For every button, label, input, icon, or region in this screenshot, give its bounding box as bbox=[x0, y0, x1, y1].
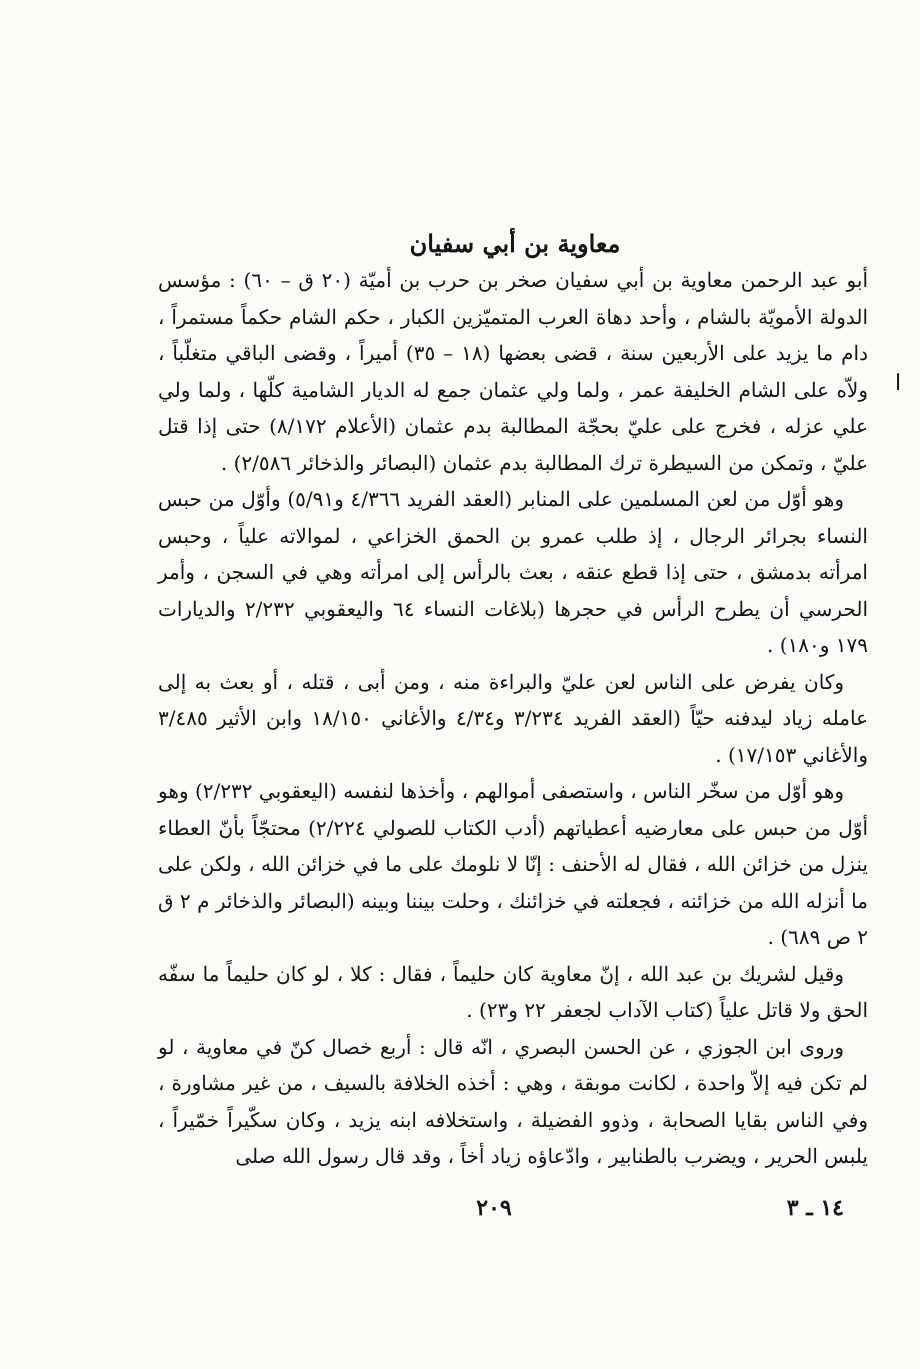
margin-mark: ا bbox=[894, 371, 902, 396]
paragraph-wealth-and-stipends: وهو أوّل من سخّر الناس ، واستصفى أموالهم ، وأخذها لنفسه (اليعقوبي ٢/٢٣٢) وهو أوّل من حبس على معارضيه أعطياتهم (أدب الكتاب للصولي ٢/٢٢٤) محتجّاً بأنّ العطاء ينزل من خزائن الله ، فقال له الأحنف : إنّا لا نلومك على ما في خزائن الله ، ولكن على ما أنزله الله من خزائنه ، فجعلته في خزائنك ، وحلت بيننا وبينه (البصائر والذخائر م ٢ ق ٢ ص ٦٨٩) . bbox=[158, 779, 868, 949]
page-title: معاوية بن أبي سفيان bbox=[409, 229, 621, 258]
paragraph-sharik-quote: وقيل لشريك بن عبد الله ، إنّ معاوية كان حليماً ، فقال : كلا ، لو كان حليماً ما سفّه الحق ولا قاتل علياً (كتاب الآداب لجعفر ٢٢ و٢٣) . bbox=[158, 961, 868, 1022]
signature-mark: ١٤ ـ ٣ bbox=[786, 1195, 844, 1221]
page-footer bbox=[0, 1191, 920, 1225]
page-number: ٢٠٩ bbox=[476, 1195, 512, 1221]
paragraph-biography: أبو عبد الرحمن معاوية بن أبي سفيان صخر بن حرب بن أميّة (٢٠ ق – ٦٠) : مؤسس الدولة الأمويّة بالشام ، وأحد دهاة العرب المتميّزين الكبار ، حكم الشام حكماً مستمراً ، دام ما يزيد على الأربعين سنة ، قضى بعضها (١٨ – ٣٥) أميراً ، وقضى الباقي متغلّباً ، ولاّه على الشام الخليفة عمر ، ولما ولي عثمان جمع له الديار الشامية كلّها ، ولما ولي علي عزله ، فخرج على عليّ بحجّة المطالبة بدم عثمان (الأعلام ٨/١٧٢) حتى إذا قتل عليّ ، وتمكن من السيطرة ترك المطالبة بدم عثمان (البصائر والذخائر ٢/٥٨٦) . bbox=[158, 268, 869, 475]
paragraph-hasan-basri-quote: وروى ابن الجوزي ، عن الحسن البصري ، انّه قال : أربع خصال كنّ في معاوية ، لو لم تكن فيه إلاّ واحدة ، لكانت موبقة ، وهي : أخذه الخلافة بالسيف ، من غير مشاورة ، وفي الناس بقايا الصحابة ، وذوو الفضيلة ، واستخلافه ابنه يزيد ، وكان سكّيراً خمّيراً ، يلبس الحرير ، ويضرب بالطنابير ، وادّعاؤه زياد أخاً ، وقد قال رسول الله صلى bbox=[158, 1034, 868, 1168]
paragraph-cursing-and-imprisonment: وهو أوّل من لعن المسلمين على المنابر (العقد الفريد ٤/٣٦٦ و٥/٩١) وأوّل من حبس النساء بجرائر الرجال ، إذ طلب عمرو بن الحمق الخزاعي ، لموالاته علياً ، وحبس امرأته بدمشق ، حتى إذا قطع عنقه ، بعث بالرأس إلى امرأته وهي في السجن ، وأمر الحرسي أن يطرح الرأس في حجرها (بلاغات النساء ٦٤ واليعقوبي ٢/٢٣٢ والديارات ١٧٩ و١٨٠) . bbox=[158, 487, 869, 657]
body-text bbox=[158, 262, 868, 1175]
paragraph-imposed-cursing: وكان يفرض على الناس لعن عليّ والبراءة منه ، ومن أبى ، قتله ، أو بعث به إلى عامله زياد ليدفنه حيّاً (العقد الفريد ٣/٢٣٤ و٤/٣٤ والأغاني ١٨/١٥٠ وابن الأثير ٣/٤٨٥ والأغاني ١٧/١٥٣) . bbox=[158, 669, 869, 767]
